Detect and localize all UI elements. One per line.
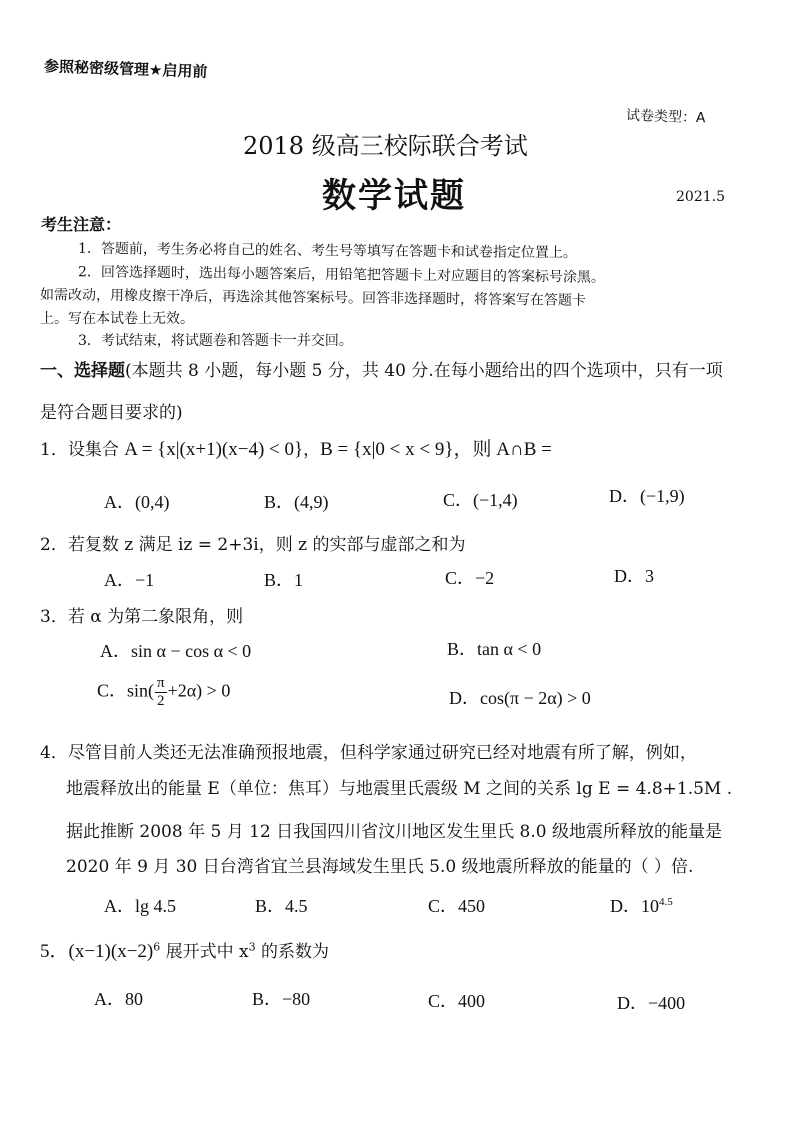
question-3-stem: 3．若 α 为第二象限角，则 xyxy=(40,607,244,627)
question-5-mid: 展开式中 x xyxy=(160,942,249,962)
question-3-option-c-suffix: +2α) > 0 xyxy=(167,680,231,701)
notice-item-2-line-3: 上。写在本试卷上无效。 xyxy=(40,311,194,327)
question-1-prefix: 1．设集合 xyxy=(40,440,119,460)
question-1-set-a: A = {x|(x+1)(x−4) < 0} xyxy=(124,439,304,460)
question-4-option-c: C．450 xyxy=(428,896,486,916)
paper-type: 试卷类型：A xyxy=(625,107,706,127)
notice-item-3: 3．考试结束，将试题卷和答题卡一并交回。 xyxy=(78,333,353,349)
question-4-line-1: 4．尽管目前人类还无法准确预报地震，但科学家通过研究已经对地震有所了解，例如， xyxy=(40,743,697,763)
question-4-option-d xyxy=(610,892,673,918)
question-2-option-d: D．3 xyxy=(614,566,654,586)
fraction-numerator: π xyxy=(157,675,165,691)
question-1-ask: ，则 A∩B = xyxy=(453,439,552,460)
section-1-desc-cont: 是符合题目要求的) xyxy=(40,403,183,423)
exam-title: 2018 级高三校际联合考试 xyxy=(243,132,528,160)
question-1-comma: ， xyxy=(303,440,321,460)
question-3-option-b: B．tan α < 0 xyxy=(447,639,542,659)
question-5-option-d: D．−400 xyxy=(617,993,686,1013)
notice-item-1: 1．答题前，考生务必将自己的姓名、考生号等填写在答题卡和试卷指定位置上。 xyxy=(77,240,577,262)
question-2-option-b: B．1 xyxy=(264,570,304,590)
exam-date: 2021.5 xyxy=(676,189,725,205)
question-4-line-2: 地震释放出的能量 E（单位：焦耳）与地震里氏震级 M 之间的关系 lg E = 4.8+1.5M . xyxy=(66,779,733,799)
question-5-option-a: A．80 xyxy=(94,989,143,1009)
question-4-line-3: 据此推断 2008 年 5 月 12 日我国四川省汶川地区发生里氏 8.0 级地震所释放的能量是 xyxy=(66,822,722,842)
question-5-option-c: C．400 xyxy=(428,991,486,1011)
question-5-exponent-2: 3 xyxy=(248,940,256,954)
question-5-expression: 5．(x−1)(x−2) xyxy=(40,941,154,962)
question-1-option-b: B．(4,9) xyxy=(264,492,329,512)
pi-over-2-fraction xyxy=(155,676,167,709)
question-1-option-c: C．(−1,4) xyxy=(443,490,518,510)
notice-item-2-line-1: 2．回答选择题时，选出每小题答案后，用铅笔把答题卡上对应题目的答案标号涂黑。 xyxy=(77,264,605,286)
question-1-option-a: A．(0,4) xyxy=(104,492,170,512)
question-2-option-a: A．−1 xyxy=(104,570,155,590)
section-1-desc: (本题共 8 小题，每小题 5 分，共 40 分.在每小题给出的四个选项中，只有一项 xyxy=(125,361,723,381)
notice-heading: 考生注意： xyxy=(41,215,122,234)
section-1-title: 一、选择题 xyxy=(40,361,125,381)
question-3-option-c xyxy=(97,676,230,709)
question-3-option-d: D．cos(π − 2α) > 0 xyxy=(449,688,591,708)
question-4-line-4: 2020 年 9 月 30 日台湾省宜兰县海域发生里氏 5.0 级地震所释放的能量的（ ）倍. xyxy=(66,857,694,877)
question-4-option-a: A．lg 4.5 xyxy=(104,896,176,916)
question-1-stem xyxy=(40,434,552,461)
question-5-option-b: B．−80 xyxy=(252,989,311,1009)
fraction-denominator: 2 xyxy=(157,693,165,709)
question-3-option-a: A．sin α − cos α < 0 xyxy=(100,641,252,661)
question-1-option-d: D．(−1,9) xyxy=(609,486,685,506)
question-5-suffix: 的系数为 xyxy=(255,942,330,962)
question-3-option-c-prefix: C．sin( xyxy=(97,680,155,701)
question-2-option-c: C．−2 xyxy=(445,568,495,588)
secret-mark: 参照秘密级管理★启用前 xyxy=(43,57,208,81)
question-4-option-d-base: D．10 xyxy=(610,896,659,916)
subject-title: 数学试题 xyxy=(322,176,466,216)
question-2-stem: 2．若复数 z 满足 iz = 2+3i，则 z 的实部与虚部之和为 xyxy=(40,535,466,555)
question-1-set-b: B = {x|0 < x < 9} xyxy=(320,439,454,460)
question-4-option-b: B．4.5 xyxy=(255,896,308,916)
question-5-exponent: 6 xyxy=(153,940,161,954)
question-5-stem xyxy=(40,936,329,963)
section-1-heading xyxy=(40,356,723,381)
question-4-option-d-exponent: 4.5 xyxy=(659,896,673,908)
notice-item-2-line-2: 如需改动，用橡皮擦干净后，再选涂其他答案标号。回答非选择题时，将答案写在答题卡 xyxy=(39,287,587,309)
